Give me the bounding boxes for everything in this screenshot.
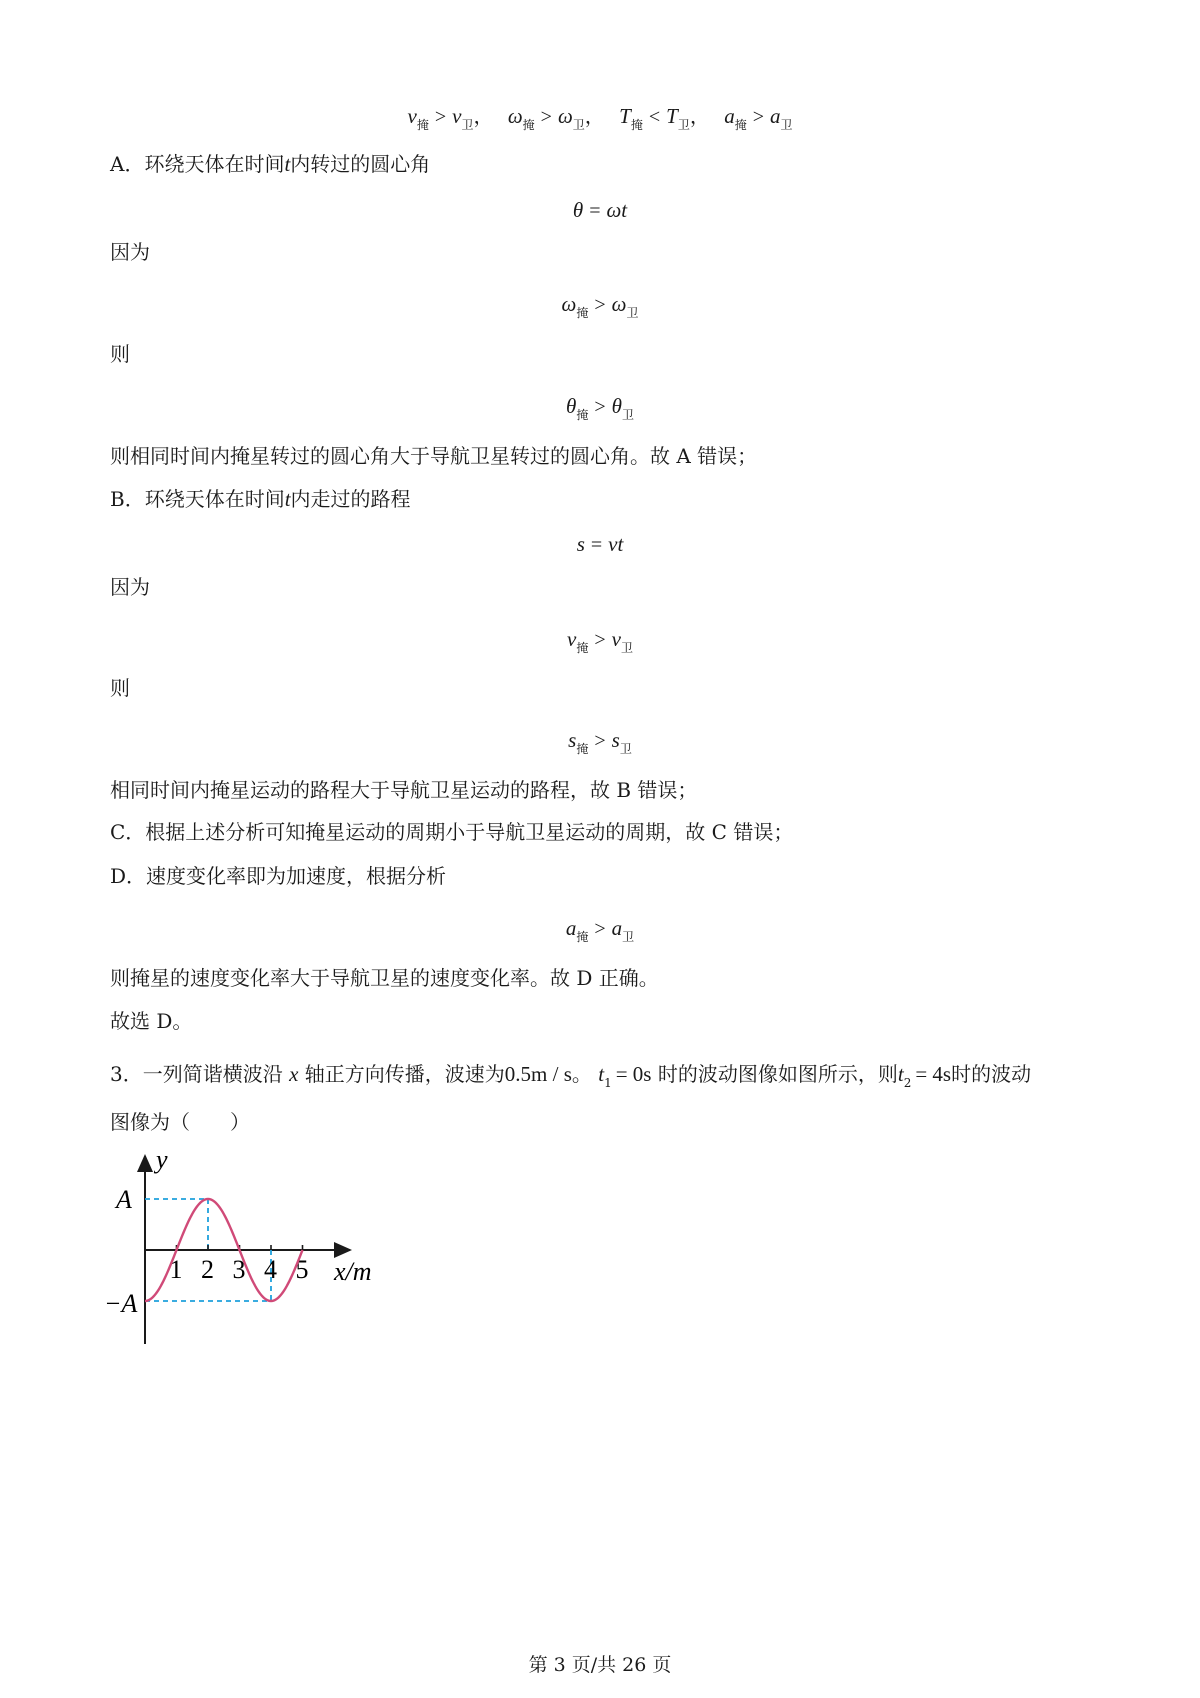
equation-s: s = vt <box>576 532 624 556</box>
x-tick-label-1: 1 <box>169 1255 183 1284</box>
option-d-intro: D．速度变化率即为加速度，根据分析 <box>110 864 447 888</box>
because-a: 因为 <box>110 240 150 264</box>
option-a-conclusion: 则相同时间内掩星转过的圆心角大于导航卫星转过的圆心角。故 A 错误； <box>110 444 758 468</box>
v-yan: v <box>407 104 417 128</box>
equation-omega: $\omega_掩 > \omega_卫$ <box>561 292 639 320</box>
x-tick-label-4: 4 <box>264 1255 277 1284</box>
x-tick-label-5: 5 <box>295 1255 309 1284</box>
then-b: 则 <box>110 676 130 700</box>
equation-v: $v_掩 > v_卫$ <box>567 627 633 655</box>
option-d-conclusion: 则掩星的速度变化率大于导航卫星的速度变化率。故 D 正确。 <box>110 966 659 990</box>
relation-line: $v_掩 > v_卫$， $\omega_掩 > \omega_卫$， $T_掩 < T_卫$， $a_掩 > a_卫$ <box>407 104 793 132</box>
then-a: 则 <box>110 342 130 366</box>
option-b-intro: B．环绕天体在时间t内走过的路程 <box>110 487 411 511</box>
x-tick-label-2: 2 <box>201 1255 214 1284</box>
equation-theta-compare: $\theta_掩 > \theta_卫$ <box>566 394 634 422</box>
question-3-line2: 图像为（ ） <box>110 1110 250 1134</box>
answer-line: 故选 D。 <box>110 1009 193 1033</box>
y-tick-minus-a: −A <box>104 1289 138 1318</box>
question-3: 3．一列简谐横波沿 x 轴正方向传播，波速为0.5m / s。 $t_1 = 0s$ 时的波动图像如图所示，则$t_2 = 4s$时的波动 <box>110 1062 1032 1090</box>
equation-a-compare: $a_掩 > a_卫$ <box>565 916 635 944</box>
because-b: 因为 <box>110 575 150 599</box>
y-axis-label: y <box>156 1148 168 1174</box>
wave-chart <box>100 1148 400 1348</box>
x-tick-label-3: 3 <box>232 1255 246 1284</box>
x-axis-label: x/m <box>334 1257 372 1286</box>
y-tick-a: A <box>116 1185 132 1214</box>
equation-s-compare: $s_掩 > s_卫$ <box>568 728 632 756</box>
option-b-conclusion: 相同时间内掩星运动的路程大于导航卫星运动的路程，故 B 错误； <box>110 778 698 802</box>
option-c: C．根据上述分析可知掩星运动的周期小于导航卫星运动的周期，故 C 错误； <box>110 820 794 844</box>
page-footer: 第 3 页/共 26 页 <box>528 1654 672 1676</box>
equation-theta: θ = ωt <box>572 198 628 222</box>
option-a-intro: A．环绕天体在时间t内转过的圆心角 <box>110 152 431 176</box>
